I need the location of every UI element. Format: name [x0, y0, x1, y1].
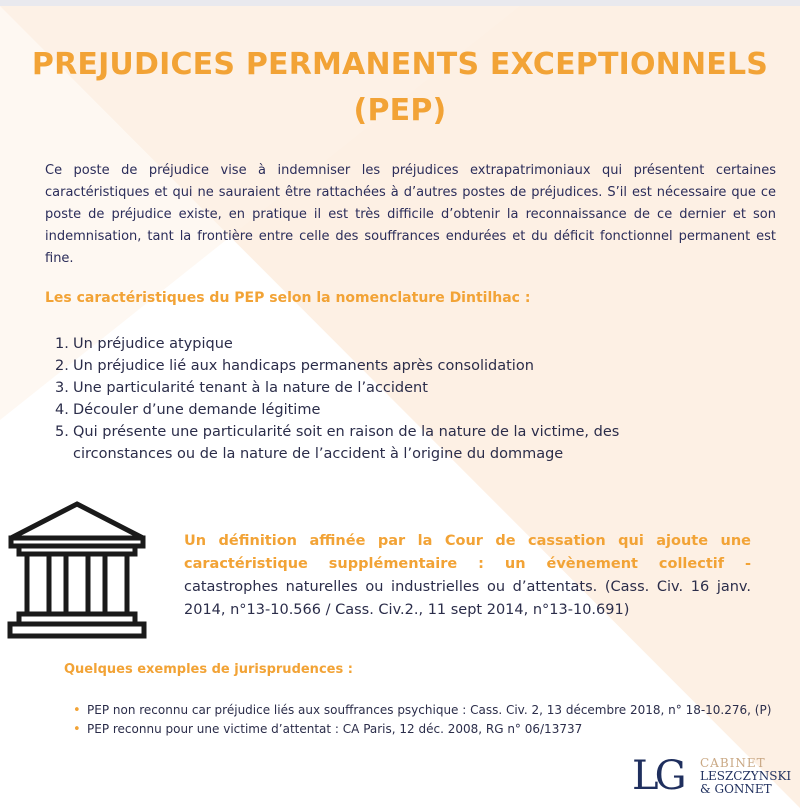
item-number: 2. [55, 358, 69, 374]
page-title: PREJUDICES PERMANENTS EXCEPTIONNELS (PEP) [31, 47, 769, 128]
item-text: Découler d’une demande légitime [73, 402, 321, 418]
logo-line-2: LESZCZYNSKI [700, 769, 792, 783]
court-text: catastrophes naturelles ou industrielles ou d’attentats. (Cass. Civ. 16 janv. 2014, n°13-10.566 / Cass. Civ.2., 11 sept 2014, n°13-10.691) [184, 579, 751, 618]
item-text: Une particularité tenant à la nature de l’accident [73, 380, 428, 396]
examples-heading: Quelques exemples de jurisprudences : [64, 662, 353, 677]
example-text: PEP reconnu pour une victime d’attentat : CA Paris, 12 déc. 2008, RG n° 06/13737 [87, 722, 583, 736]
list-item [55, 377, 675, 399]
logo-line-1: CABINET [700, 756, 766, 770]
court-definition [184, 530, 751, 622]
item-number: 5. [55, 424, 69, 440]
item-number: 3. [55, 380, 69, 396]
item-number: 1. [55, 336, 69, 352]
logo-line-3: & GONNET [700, 782, 772, 796]
list-item [73, 721, 781, 738]
item-text: Un préjudice atypique [73, 336, 233, 352]
item-number: 4. [55, 402, 69, 418]
logo-text [700, 757, 791, 796]
characteristics-heading: Les caractéristiques du PEP selon la nomenclature Dintilhac : [45, 290, 531, 306]
example-text: PEP non reconnu car préjudice liés aux souffrances psychique : Cass. Civ. 2, 13 décembre 2018, n° 18-10.276, (P) [87, 703, 772, 717]
list-item [55, 355, 675, 377]
logo-mark: LG [632, 753, 683, 799]
item-text: Qui présente une particularité soit en raison de la nature de la victime, des circonstances ou de la nature de l’accident à l’origine du dommage [73, 424, 620, 462]
list-item [73, 702, 781, 719]
top-bar [0, 0, 800, 6]
courthouse-icon [5, 500, 150, 642]
list-item [55, 399, 675, 421]
bullet-icon: • [73, 722, 81, 737]
item-text: Un préjudice lié aux handicaps permanents après consolidation [73, 358, 534, 374]
court-highlight: Un définition affinée par la Cour de cassation qui ajoute une caractéristique supplémentaire : un évènement collectif - [184, 533, 751, 572]
list-item [55, 421, 675, 465]
firm-logo [632, 755, 800, 801]
list-item [55, 333, 675, 355]
characteristics-list [55, 333, 675, 465]
examples-list [73, 702, 781, 740]
intro-paragraph: Ce poste de préjudice vise à indemniser les préjudices extrapatrimoniaux qui présentent certaines caractéristiques et qui ne sauraient être rattachées à d’autres postes de préjudices. S’il est nécessaire que ce poste de préjudice existe, en pratique il est très difficile d’obtenir la reconnaissance de ce dernier et son indemnisation, tant la frontière entre celle des souffrances endurées et du déficit fonctionnel permanent est fine. [45, 163, 776, 266]
bullet-icon: • [73, 703, 81, 718]
